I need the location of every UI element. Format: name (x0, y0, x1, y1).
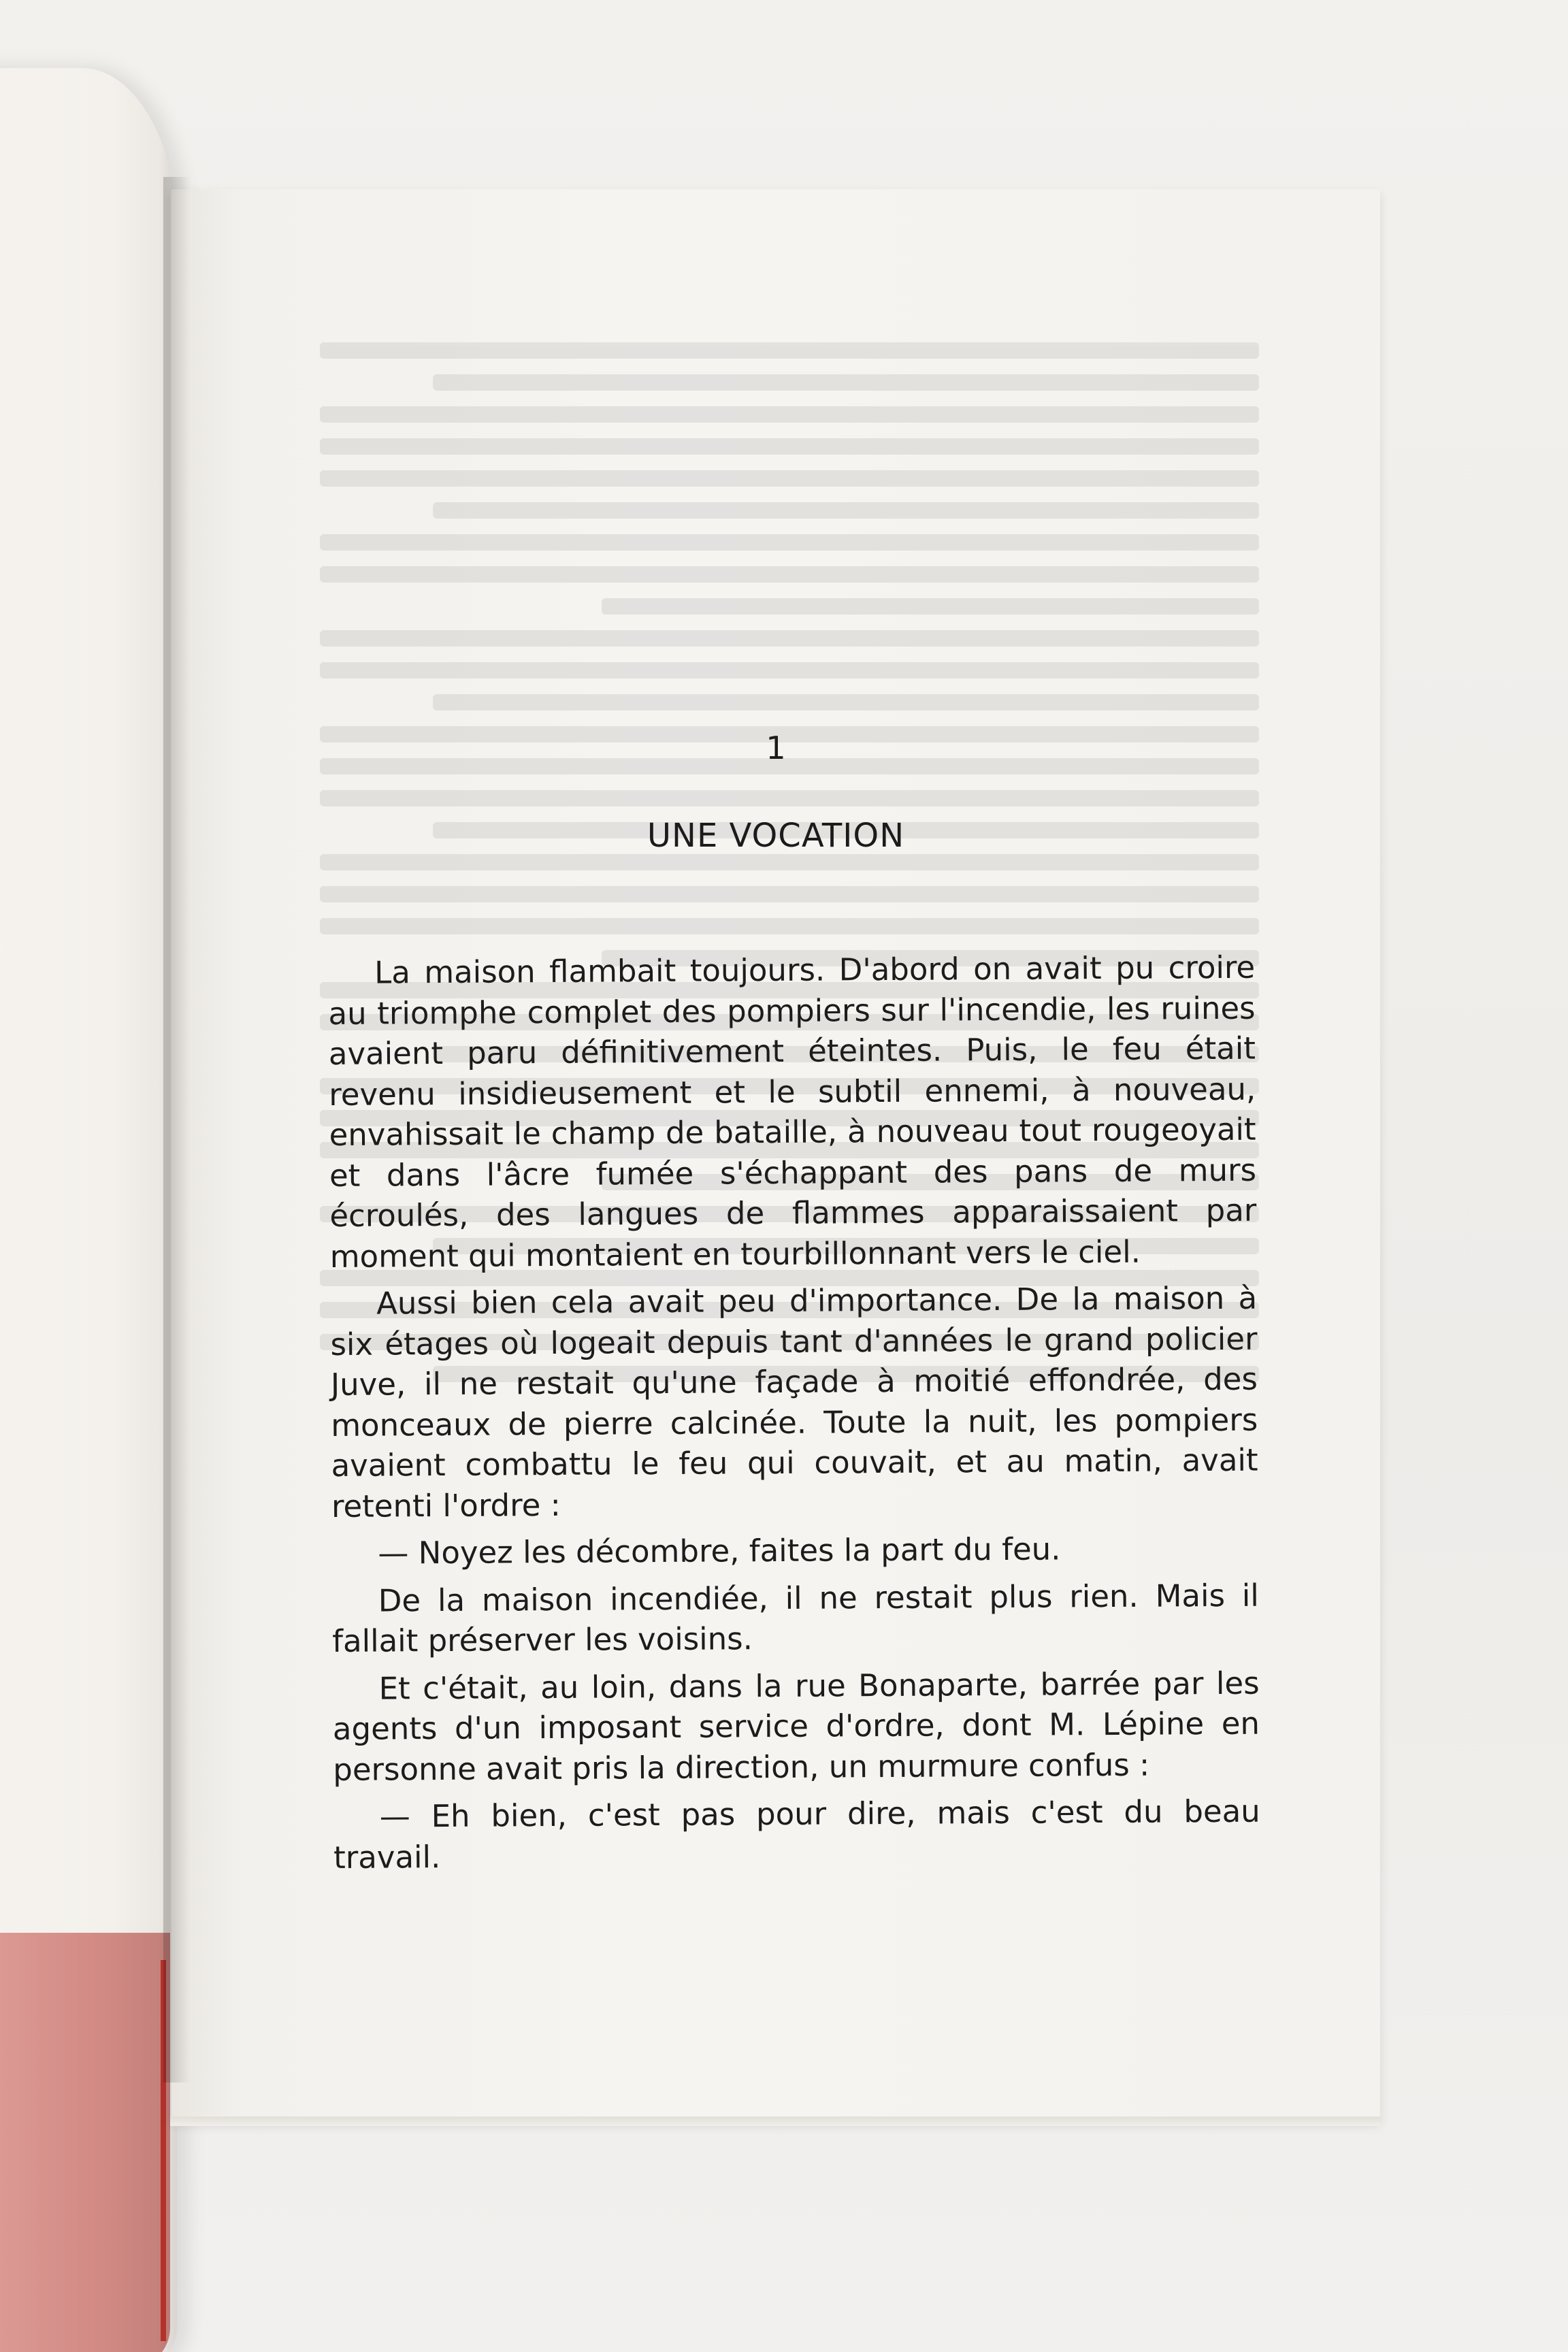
chapter-number: 1 (766, 730, 786, 766)
spine-shadow (163, 177, 191, 2082)
red-cover-edge (0, 1933, 170, 2352)
paragraph: Aussi bien cela avait peu d'importance. De la maison à six étages où logeait depuis tant d'années le grand policier Juve, il ne restait qu'une façade à moitié effondrée, des monceaux de pierre calcinée. Toute la nuit, les pompiers avaient combattu le feu qui couvait, et au matin, avait retenti l'ordre : (330, 1279, 1258, 1524)
dialogue-line: — Noyez les décombre, faites la part du feu. (378, 1531, 1061, 1571)
paragraph: Et c'était, au loin, dans la rue Bonaparte, barrée par les agents d'un imposant service d'ordre, dont M. Lépine en personne avait pris la direction, un murmure confus : (332, 1665, 1260, 1788)
page-bottom-edge (170, 2117, 1380, 2126)
chapter-body (328, 947, 1260, 1884)
dialogue-line: — Eh bien, c'est pas pour dire, mais c'est du beau travail. (333, 1793, 1260, 1876)
paragraph: La maison flambait toujours. D'abord on avait pu croire au triomphe complet des pompiers sur l'incendie, les ruines avaient paru définitivement éteintes. Puis, le feu était revenu insidieusement et le subtil ennemi, à nouveau, envahissait le champ de bataille, à nouveau tout rougeoyait et dans l'âcre fumée s'échappant des pans de murs écroulés, des langues de flammes apparaissaient par moment qui montaient en tourbillonnant vers le ciel. (328, 949, 1257, 1275)
paragraph: De la maison incendiée, il ne restait plus rien. Mais il fallait préserver les voisins. (332, 1577, 1259, 1659)
chapter-title: UNE VOCATION (647, 817, 905, 855)
